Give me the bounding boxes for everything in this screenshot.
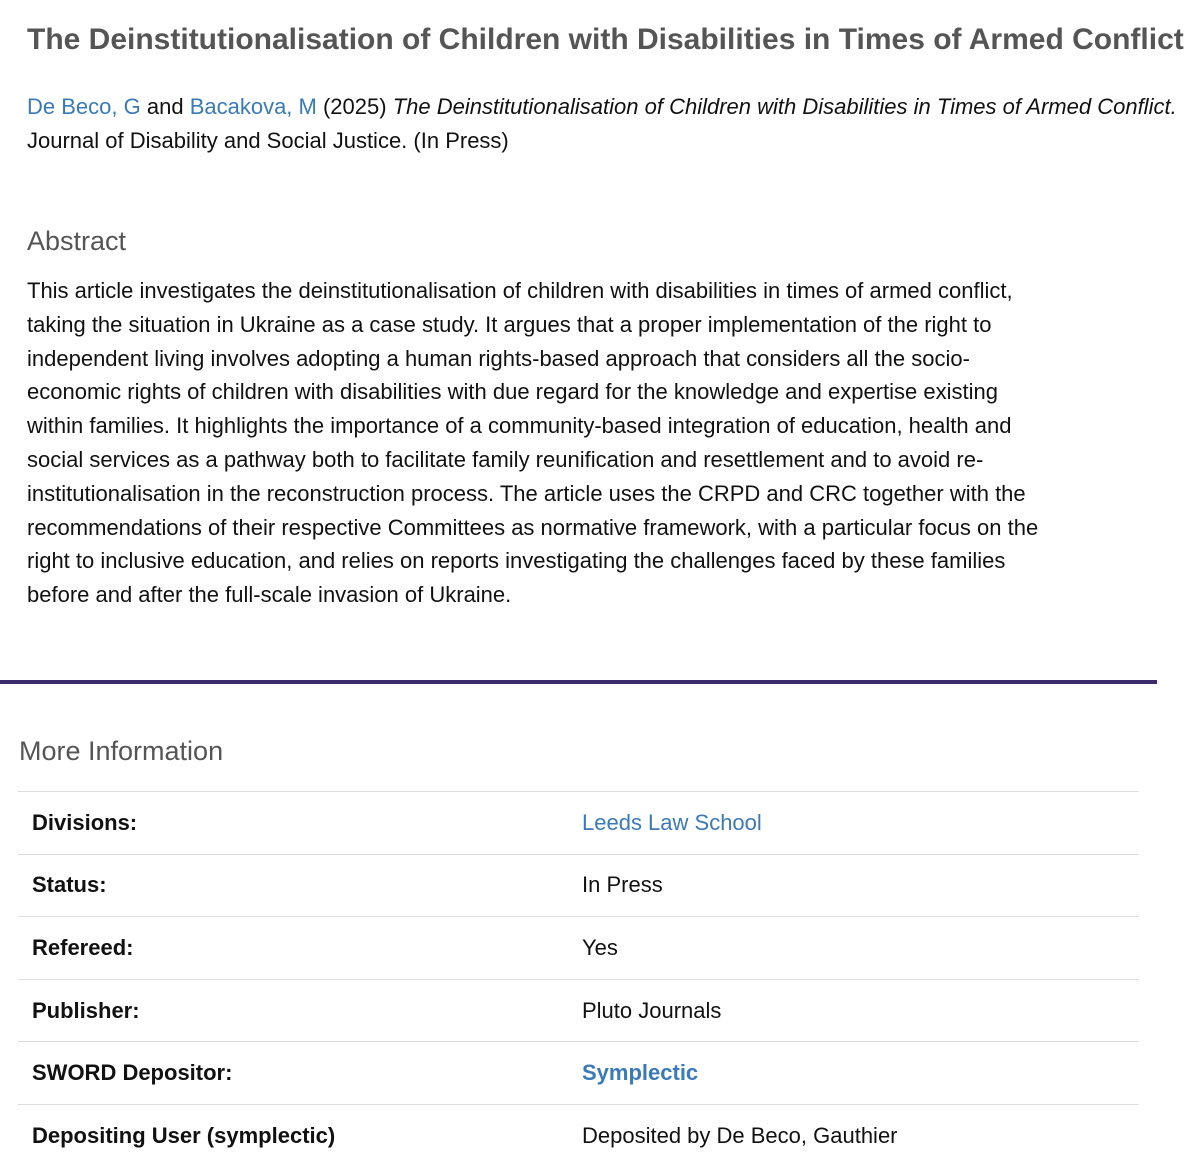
row-value-depositing-user: Deposited by De Beco, Gauthier — [582, 1123, 898, 1149]
row-value-publisher: Pluto Journals — [582, 997, 722, 1023]
citation-line-2 — [27, 124, 1200, 158]
row-label-depositing-user: Depositing User (symplectic) — [32, 1123, 336, 1149]
citation-line-1 — [27, 90, 1200, 124]
table-row — [18, 917, 1139, 980]
abstract-line: This article investigates the deinstitutionalisation of children with disabilities in times of armed conflict, — [27, 278, 1013, 303]
row-label-refereed: Refereed: — [32, 934, 134, 960]
table-row — [18, 1042, 1139, 1105]
citation-and: and — [146, 94, 184, 119]
abstract-line: social services as a pathway both to facilitate family reunification and resettlement and to avoid re- — [27, 446, 984, 472]
abstract-text — [27, 274, 1127, 612]
row-value-divisions — [582, 792, 1139, 855]
row-value-status: In Press — [582, 872, 663, 898]
abstract-line: institutionalisation in the reconstruction process. The article uses the CRPD and CRC together with the — [27, 480, 1026, 506]
table-row — [18, 854, 1139, 917]
author-link-de-beco[interactable]: De Beco, G — [27, 94, 141, 119]
citation-work-title: The Deinstitutionalisation of Children with Disabilities in Times of Armed Conflict. — [392, 94, 1177, 119]
abstract-line: independent living involves adopting a human rights-based approach that considers all the socio- — [27, 345, 970, 371]
sword-depositor-link[interactable]: Symplectic — [582, 1060, 699, 1086]
section-divider — [0, 680, 1157, 684]
row-value-sword-depositor — [582, 1042, 1139, 1105]
citation-year: (2025) — [322, 94, 387, 119]
abstract-line: economic rights of children with disabilities with due regard for the knowledge and expertise existing — [27, 379, 998, 405]
row-label-sword-depositor: SWORD Depositor: — [32, 1060, 233, 1086]
table-row — [18, 792, 1139, 855]
citation — [27, 90, 1200, 158]
abstract-line: within families. It highlights the importance of a community-based integration of education, health and — [27, 413, 1012, 439]
author-link-bacakova[interactable]: Bacakova, M — [189, 94, 317, 119]
more-information-heading: More Information — [19, 736, 224, 766]
table-row — [18, 979, 1139, 1042]
abstract-line: recommendations of their respective Committees as normative framework, with a particular focus on the — [27, 514, 1039, 540]
divisions-link[interactable]: Leeds Law School — [582, 809, 762, 835]
abstract-line: right to inclusive education, and relies on reports investigating the challenges faced by these families — [27, 548, 1006, 574]
row-label-divisions: Divisions: — [32, 809, 138, 835]
more-information-table — [18, 791, 1139, 1154]
page-title: The Deinstitutionalisation of Children with Disabilities in Times of Armed Conflict — [27, 23, 1184, 56]
abstract-line: before and after the full-scale invasion of Ukraine. — [27, 582, 512, 608]
table-row — [18, 1104, 1139, 1154]
abstract-line: taking the situation in Ukraine as a case study. It argues that a proper implementation of the right to — [27, 311, 992, 337]
row-value-refereed: Yes — [582, 934, 618, 960]
citation-journal: Journal of Disability and Social Justice. (In Press) — [27, 128, 509, 153]
row-label-status: Status: — [32, 872, 107, 898]
row-label-publisher: Publisher: — [32, 997, 140, 1023]
abstract-heading: Abstract — [27, 226, 127, 256]
